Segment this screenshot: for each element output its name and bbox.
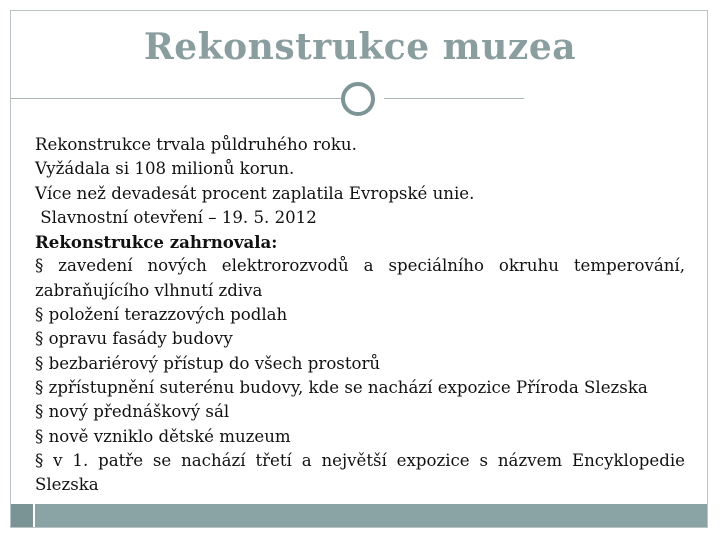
bullet-item: § zavedení nových elektrorozvodů a speciálního okruhu temperování, zabraňujícího vlhnutí zdiva [35,256,685,300]
body-line: Slavnostní otevření – 19. 5. 2012 [35,207,317,227]
bullet-item: § nový přednáškový sál [35,402,230,422]
bullet-item: § položení terazzových podlah [35,305,288,325]
bullet-item: § zpřístupnění suterénu budovy, kde se nachází expozice Příroda Slezska [35,377,648,397]
footer-bar [11,504,707,527]
slide-title: Rekonstrukce muzea [143,26,577,68]
title-divider-left [11,98,343,99]
footer-square [11,504,35,527]
title-divider-right [384,98,524,99]
body-line: Rekonstrukce trvala půldruhého roku. [35,135,357,154]
body-line: Vyžádala si 108 milionů korun. [35,159,295,179]
body-line: Více než devadesát procent zaplatila Evropské unie. [35,183,475,203]
bullet-item: § bezbariérový přístup do všech prostorů [35,353,381,373]
bullet-item: § opravu fasády budovy [35,329,233,349]
slide-body [35,133,685,497]
bullet-item: § v 1. patře se nachází třetí a největší expozice s názvem Encyklopedie Slezska [35,450,685,495]
bullet-item: § nově vzniklo dětské muzeum [35,426,291,446]
divider-circle-ornament [341,82,375,116]
list-heading: Rekonstrukce zahrnovala: [35,232,278,253]
